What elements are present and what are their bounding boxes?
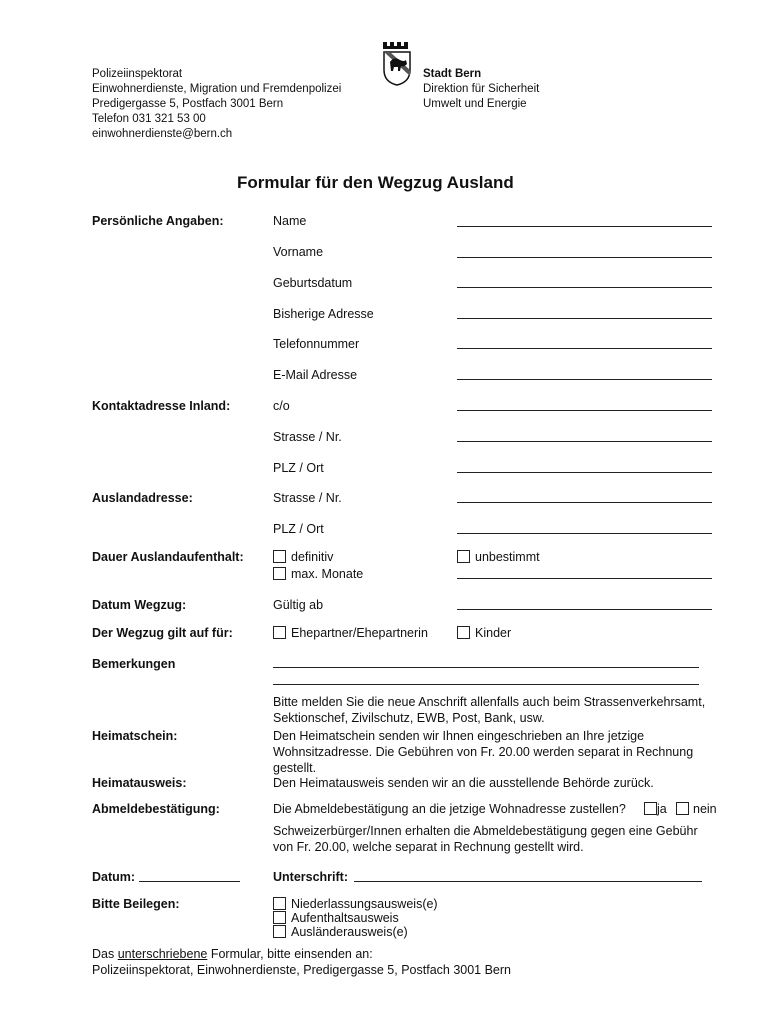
info-line: Sektionschef, Zivilschutz, EWB, Post, Bank, usw. [273,711,545,725]
bisherige-adresse-field[interactable] [457,318,712,319]
label-niederlassung: Niederlassungsausweis(e) [291,897,438,911]
label-max-monate: max. Monate [291,567,364,581]
heimatschein-line: gestellt. [273,761,317,775]
section-date-move: Datum Wegzug: [92,598,187,612]
geburtsdatum-field[interactable] [457,287,712,288]
bern-coat-of-arms-icon [381,40,413,86]
definitiv-checkbox[interactable] [273,550,286,563]
unbestimmt-checkbox[interactable] [457,550,470,563]
abmelde-question: Die Abmeldebestätigung an die jetzige Wohnadresse zustellen? [273,802,626,816]
header-line: Polizeiinspektorat [92,68,183,80]
kinder-checkbox[interactable] [457,626,470,639]
label-geburtsdatum: Geburtsdatum [273,276,353,290]
footer-line-1 [92,946,511,962]
telefonnummer-field[interactable] [457,348,712,349]
header-line: Predigergasse 5, Postfach 3001 Bern [92,98,284,110]
section-applies: Der Wegzug gilt auf für: [92,626,233,640]
heimatschein-line: Wohnsitzadresse. Die Gebühren von Fr. 20.00 werden separat in Rechnung [273,745,694,759]
ehepartner-checkbox[interactable] [273,626,286,639]
section-duration: Dauer Auslandaufenthalt: [92,550,244,564]
label-plz-inland: PLZ / Ort [273,461,324,475]
email-field[interactable] [457,379,712,380]
label-ehepartner: Ehepartner/Ehepartnerin [291,626,428,640]
header-line: Telefon 031 321 53 00 [92,113,206,125]
vorname-field[interactable] [457,257,712,258]
label-definitiv: definitiv [291,550,334,564]
label-email: E-Mail Adresse [273,368,358,382]
label-plz-ausland: PLZ / Ort [273,522,324,536]
header-right [423,67,539,112]
schweizer-line: Schweizerbürger/Innen erhalten die Abmeldebestätigung gegen eine Gebühr [273,824,698,838]
label-vorname: Vorname [273,245,324,259]
footer-underlined: unterschriebene [117,947,208,961]
label-aufenthalt: Aufenthaltsausweis [291,911,399,925]
heimatausweis-text: Den Heimatausweis senden wir an die ausstellende Behörde zurück. [273,776,654,790]
heimatschein-line: Den Heimatschein senden wir Ihnen eingeschrieben an Ihre jetzige [273,729,645,743]
section-heimatschein: Heimatschein: [92,729,178,743]
max-monate-checkbox[interactable] [273,567,286,580]
footer-line-2: Polizeiinspektorat, Einwohnerdienste, Predigergasse 5, Postfach 3001 Bern [92,963,512,977]
co-field[interactable] [457,410,712,411]
info-line: Bitte melden Sie die neue Anschrift allenfalls auch beim Strassenverkehrsamt, [273,695,706,709]
strasse-inland-field[interactable] [457,441,712,442]
section-attach: Bitte Beilegen: [92,897,180,911]
auslaender-checkbox[interactable] [273,925,286,938]
schweizer-line: von Fr. 20.00, welche separat in Rechnung gestellt wird. [273,840,584,854]
header-line: Umwelt und Energie [423,98,527,110]
label-signature: Unterschrift: [273,870,349,884]
footer [92,946,511,978]
header-line: Einwohnerdienste, Migration und Fremdenpolizei [92,83,342,95]
section-personal: Persönliche Angaben: [92,214,224,228]
form-title: Formular für den Wegzug Ausland [237,173,514,192]
name-field[interactable] [457,226,712,227]
schweizer-text [273,823,698,855]
label-nein: nein [693,802,717,816]
max-monate-field[interactable] [457,578,712,579]
gueltig-ab-field[interactable] [457,609,712,610]
section-contact: Kontaktadresse Inland: [92,399,231,413]
section-abroad: Auslandadresse: [92,491,193,505]
label-bisherige-adresse: Bisherige Adresse [273,307,374,321]
header-line: einwohnerdienste@bern.ch [92,128,233,140]
heimatschein-text [273,728,693,776]
datum-field[interactable] [139,881,240,882]
label-telefonnummer: Telefonnummer [273,337,360,351]
aufenthalt-checkbox[interactable] [273,911,286,924]
footer-post: Formular, bitte einsenden an: [207,947,373,961]
label-datum: Datum: [92,870,136,884]
label-co: c/o [273,399,290,413]
label-kinder: Kinder [475,626,512,640]
info-text [273,694,705,726]
niederlassung-checkbox[interactable] [273,897,286,910]
remarks-line-2[interactable] [273,684,699,685]
header-right-title: Stadt Bern [423,68,482,80]
footer-pre: Das [92,947,118,961]
label-strasse-inland: Strasse / Nr. [273,430,342,444]
header-line: Direktion für Sicherheit [423,83,540,95]
label-strasse-ausland: Strasse / Nr. [273,491,342,505]
strasse-ausland-field[interactable] [457,502,712,503]
abmelde-nein-checkbox[interactable] [676,802,689,815]
label-name: Name [273,214,307,228]
header-left [92,67,341,142]
section-remarks: Bemerkungen [92,657,176,671]
section-abmelde: Abmeldebestätigung: [92,802,220,816]
section-heimatausweis: Heimatausweis: [92,776,187,790]
remarks-line-1[interactable] [273,667,699,668]
label-unbestimmt: unbestimmt [475,550,540,564]
plz-inland-field[interactable] [457,472,712,473]
label-gueltig-ab: Gültig ab [273,598,324,612]
label-auslaender: Ausländerausweis(e) [291,925,408,939]
plz-ausland-field[interactable] [457,533,712,534]
abmelde-ja-checkbox[interactable] [644,802,657,815]
signature-field[interactable] [354,881,702,882]
label-ja: ja [657,802,667,816]
